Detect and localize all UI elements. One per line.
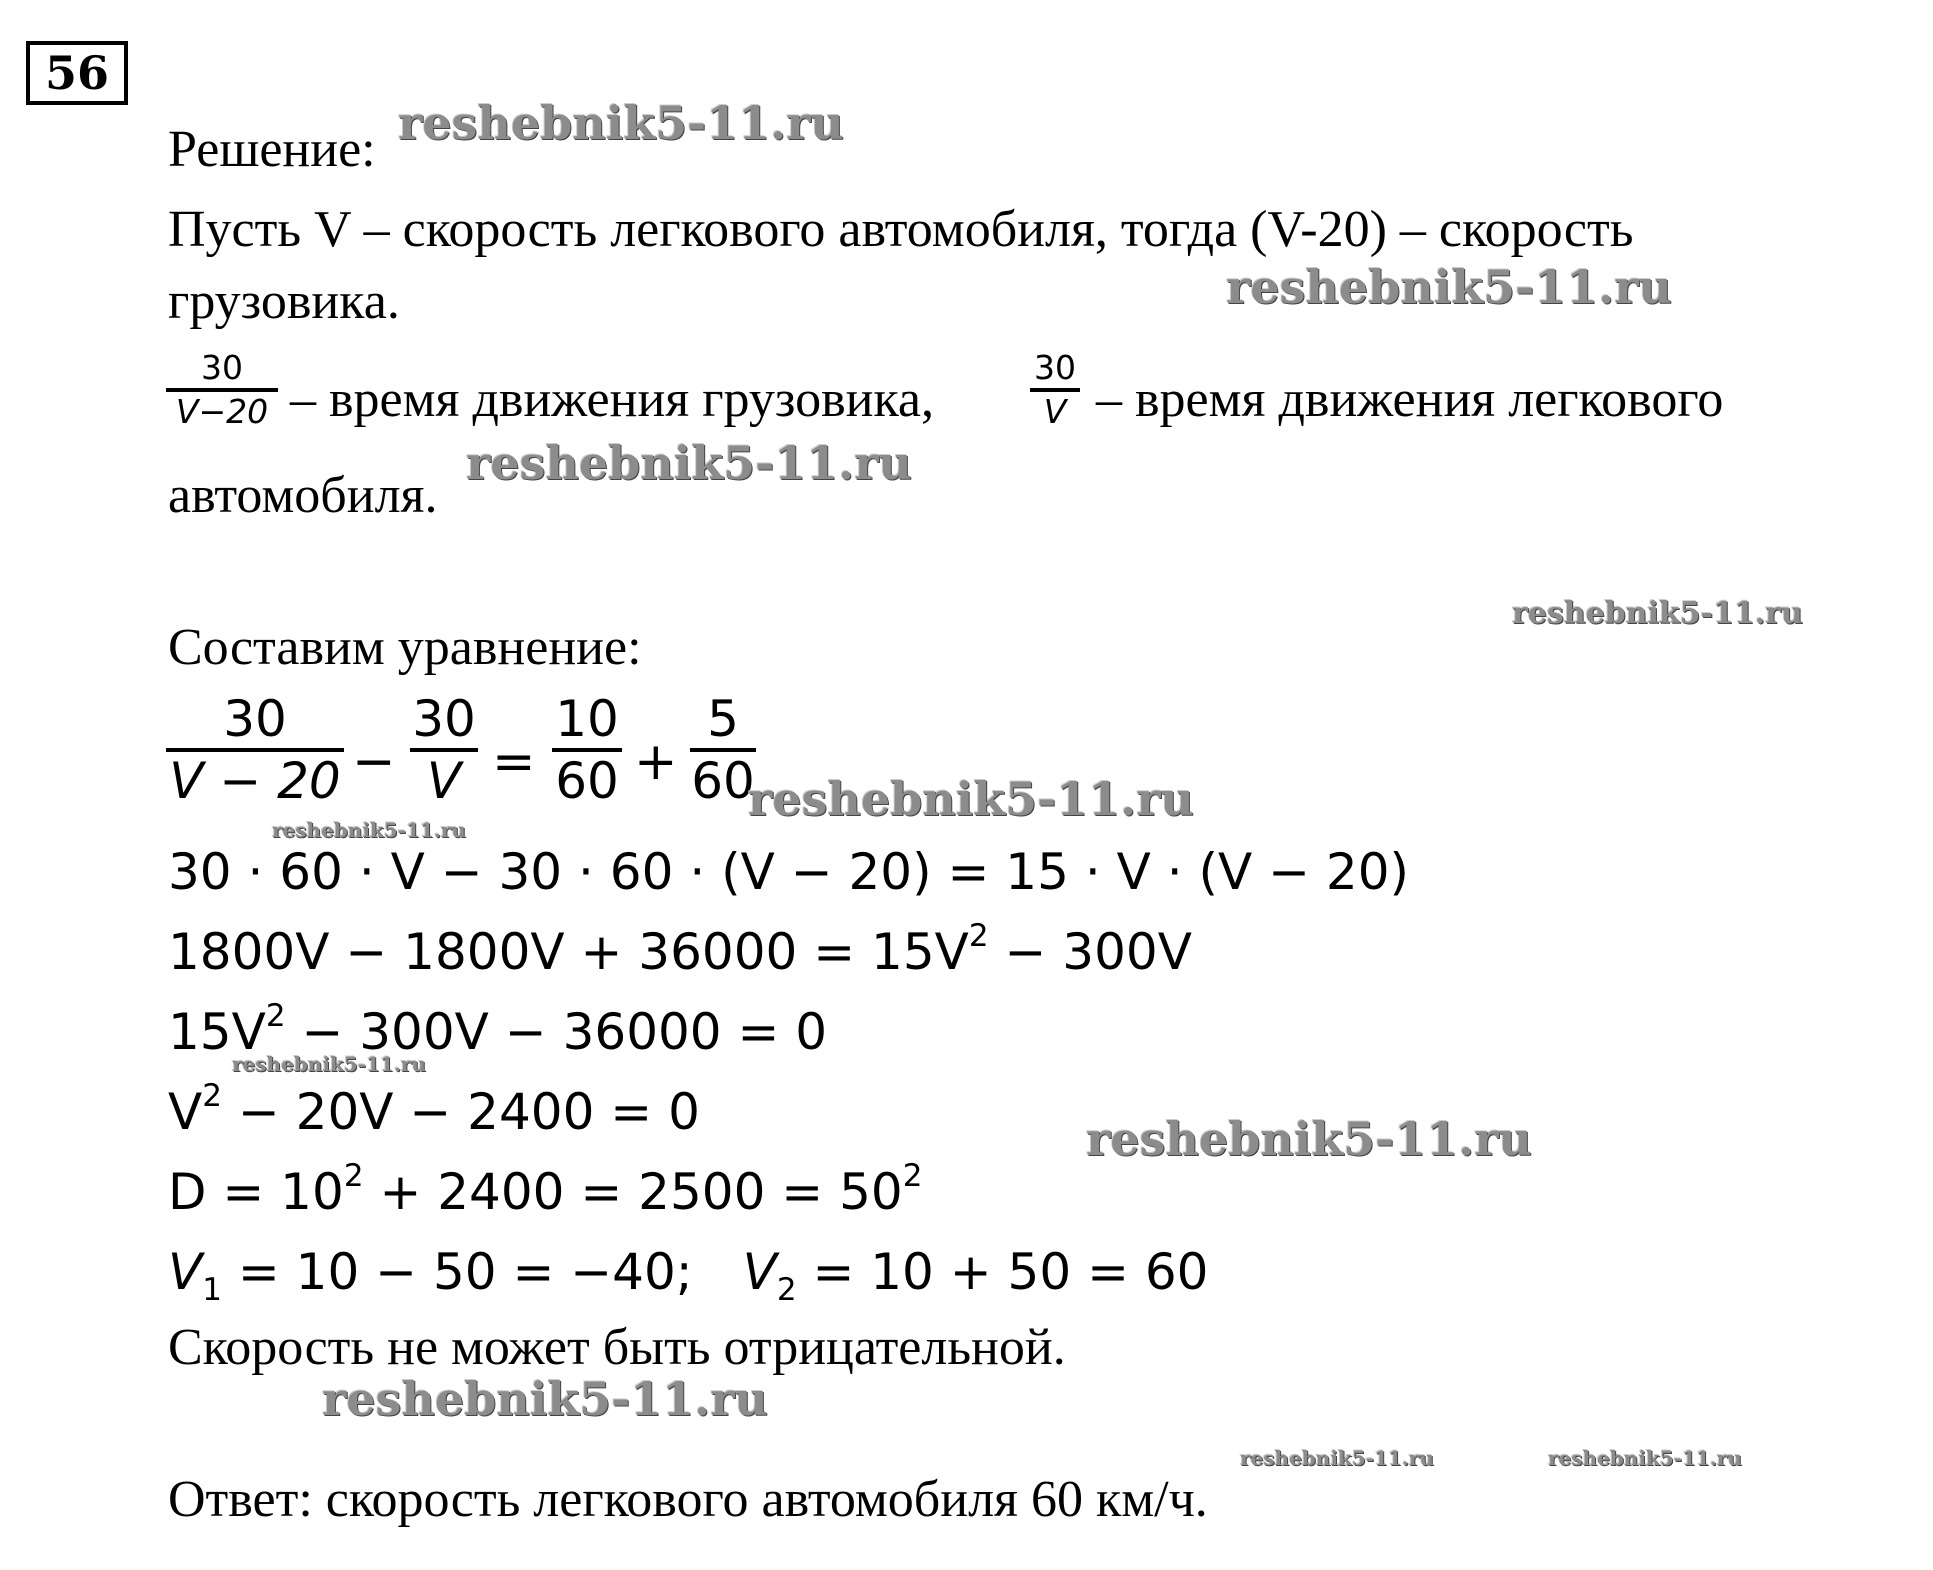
watermark: reshebnik5-11.ru xyxy=(322,1372,768,1426)
step-reduced: $V^2 - 20V - 2400 = 0$ xyxy=(168,1077,700,1141)
fraction-numerator: 30 xyxy=(223,690,287,748)
fraction-truck-time xyxy=(166,348,278,432)
solution-heading: Решение: xyxy=(168,121,376,178)
equation-term-2 xyxy=(410,690,478,810)
watermark: reshebnik5-11.ru xyxy=(1240,1446,1434,1470)
watermark: reshebnik5-11.ru xyxy=(232,1052,426,1076)
equation-term-3 xyxy=(552,690,622,810)
fraction-denominator: V xyxy=(1043,392,1067,431)
watermark: reshebnik5-11.ru xyxy=(1512,596,1803,631)
watermark: reshebnik5-11.ru xyxy=(1226,260,1672,314)
fraction-numerator: 30 xyxy=(412,690,476,748)
fraction-numerator: 5 xyxy=(707,690,739,748)
fraction-denominator: V−20 xyxy=(175,392,269,431)
watermark: reshebnik5-11.ru xyxy=(748,772,1194,826)
fraction-numerator: 30 xyxy=(201,348,243,387)
step-quadratic: $15V^2 - 300V - 36000 = 0$ xyxy=(168,997,828,1061)
equation-term-4 xyxy=(690,690,756,810)
watermark: reshebnik5-11.ru xyxy=(398,96,844,150)
truck-time-text: – время движения грузовика, xyxy=(290,371,935,428)
equation-heading: Составим уравнение: xyxy=(168,619,642,676)
step-simplify: $1800V - 1800V + 36000 = 15V^2 - 300V$ xyxy=(168,917,1192,981)
step-roots: $V_1 = 10 - 50 = -40$; $V_2 = 10 + 50 = 60$ xyxy=(168,1243,1209,1308)
intro-line-2: грузовика. xyxy=(168,273,400,330)
operator-minus: − xyxy=(352,732,396,792)
car-time-text: – время движения легкового xyxy=(1096,371,1724,428)
fraction-denominator: V − 20 xyxy=(169,752,341,810)
step-discriminant: $D = 10^2 + 2400 = 2500 = 50^2$ xyxy=(168,1157,923,1221)
fraction-denominator: 60 xyxy=(691,752,755,810)
fraction-denominator: V xyxy=(426,752,462,810)
problem-number: 56 xyxy=(26,41,128,105)
operator-plus: + xyxy=(634,732,678,792)
watermark: reshebnik5-11.ru xyxy=(1086,1112,1532,1166)
intro-line-1: Пусть V – скорость легкового автомобиля, тогда (V-20) – скорость xyxy=(168,201,1634,258)
equation-term-1 xyxy=(166,690,344,810)
fraction-car-time xyxy=(1030,348,1080,432)
fraction-denominator: 60 xyxy=(555,752,619,810)
watermark: reshebnik5-11.ru xyxy=(466,436,912,490)
conclusion-text: Скорость не может быть отрицательной. xyxy=(168,1319,1066,1376)
watermark: reshebnik5-11.ru xyxy=(272,818,466,842)
fraction-numerator: 10 xyxy=(555,690,619,748)
answer-text: Ответ: скорость легкового автомобиля 60 км/ч. xyxy=(168,1471,1208,1528)
step-expand: 30 · 60 · V − 30 · 60 · (V − 20) = 15 · V · (V − 20) xyxy=(168,843,1410,901)
fraction-numerator: 30 xyxy=(1034,348,1076,387)
operator-equals: = xyxy=(492,732,536,792)
time-line-2: автомобиля. xyxy=(168,467,438,524)
watermark: reshebnik5-11.ru xyxy=(1548,1446,1742,1470)
